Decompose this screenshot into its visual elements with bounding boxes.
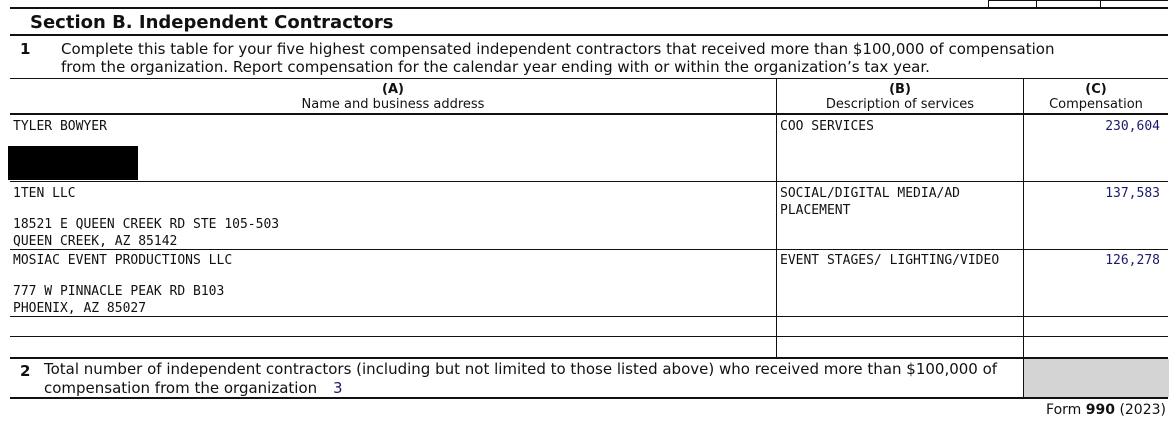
service-description: PLACEMENT (780, 203, 851, 218)
service-description: EVENT STAGES/ LIGHTING/VIDEO (780, 253, 1000, 268)
redaction-block (8, 146, 138, 180)
row-divider (10, 181, 1168, 182)
section-title: Section B. Independent Contractors (30, 12, 394, 33)
column-b-letter: (B) (889, 82, 911, 97)
contractor-address: 18521 E QUEEN CREEK RD STE 105-503 (13, 217, 280, 232)
top-rule (10, 7, 1168, 9)
service-description: COO SERVICES (780, 119, 874, 134)
contractor-name: TYLER BOWYER (13, 119, 107, 134)
line1-text: Complete this table for your five highest compensated independent contractors that received more than $100,000 of compensation (61, 40, 1055, 58)
column-c-label: Compensation (1049, 97, 1143, 112)
column-a-letter: (A) (382, 82, 404, 97)
column-b-label: Description of services (825, 97, 975, 112)
contractor-name: MOSIAC EVENT PRODUCTIONS LLC (13, 253, 233, 268)
compensation-amount: 230,604 (1105, 119, 1160, 134)
column-a-label: Name and business address (301, 97, 485, 112)
row-divider (10, 249, 1168, 250)
form-year: (2023) (1119, 402, 1166, 418)
form-number: 990 (1085, 402, 1115, 418)
contractor-address: 777 W PINNACLE PEAK RD B103 (13, 284, 225, 299)
form-section-b (10, 0, 1168, 425)
table-bottom-rule (10, 357, 1168, 359)
line1-text: from the organization. Report compensation for the calendar year ending with or within the organization’s tax year. (61, 58, 930, 76)
form-footer (1046, 402, 1166, 418)
contractor-city-state: QUEEN CREEK, AZ 85142 (13, 234, 178, 249)
line2-text: compensation from the organization (44, 379, 318, 397)
form-bottom-rule (10, 397, 1168, 399)
header-top-rule (10, 78, 1168, 79)
line2-number: 2 (20, 362, 31, 380)
service-description: SOCIAL/DIGITAL MEDIA/AD (780, 186, 961, 201)
contractor-city-state: PHOENIX, AZ 85027 (13, 301, 147, 316)
shaded-box (1023, 359, 1169, 397)
header-bottom-rule (10, 113, 1168, 115)
top-box-border (988, 0, 1168, 1)
contractor-name: 1TEN LLC (13, 186, 76, 201)
compensation-amount: 137,583 (1105, 186, 1160, 201)
form-label: Form (1046, 402, 1082, 418)
compensation-amount: 126,278 (1105, 253, 1160, 268)
contractor-count-value: 3 (333, 379, 343, 397)
row-divider (10, 316, 1168, 317)
line2-text: Total number of independent contractors (including but not limited to those listed above) who received more than $100,000 of (44, 360, 998, 378)
row-divider (10, 336, 1168, 337)
line1-number: 1 (20, 40, 31, 58)
column-c-letter: (C) (1085, 82, 1107, 97)
title-rule (10, 34, 1168, 36)
